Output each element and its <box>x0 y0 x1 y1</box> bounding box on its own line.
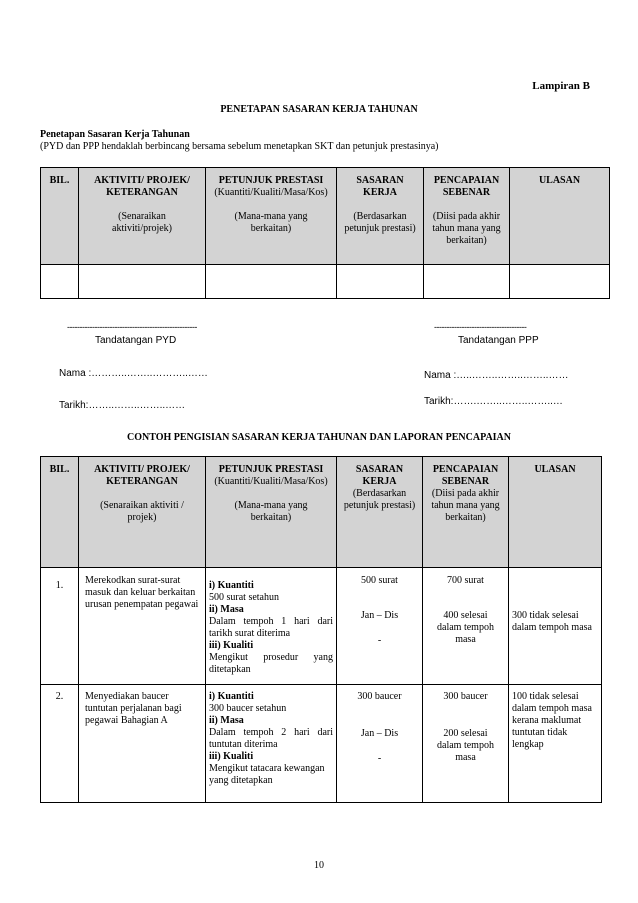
header-petunjuk: PETUNJUK PRESTASI (Kuantiti/Kualiti/Masa/Kos) (Mana-mana yang berkaitan) <box>206 168 337 265</box>
row-aktiviti: Menyediakan baucer tuntutan perjalanan bagi pegawai Bahagian A <box>79 685 206 803</box>
header-ulasan: ULASAN <box>510 168 610 265</box>
pyd-nama-field[interactable]: Nama :………..……..………..…… <box>59 368 208 379</box>
row-petunjuk: i) Kuantiti 300 baucer setahun ii) Masa Dalam tempoh 2 hari dari tuntutan diterima iii) Kualiti Mengikut tatacara kewangan yang ditetapkan <box>206 685 337 803</box>
pyd-signature-label: Tandatangan PYD <box>95 335 177 346</box>
page-number: 10 <box>314 860 324 871</box>
ppp-signature-label: Tandatangan PPP <box>458 335 539 346</box>
table-row <box>41 568 602 685</box>
document-title: PENETAPAN SASARAN KERJA TAHUNAN <box>220 104 418 115</box>
row-pencapaian: 300 baucer 200 selesai dalam tempoh masa <box>423 685 509 803</box>
table-row <box>41 685 602 803</box>
row-bil: 1. <box>41 568 79 685</box>
empty-cell-bil[interactable] <box>41 265 79 299</box>
empty-cell-petunjuk[interactable] <box>206 265 337 299</box>
ppp-nama-field[interactable]: Nama :…..……..……..……..…… <box>424 370 569 381</box>
pyd-signature-line: ---------------------------------------------------- <box>67 322 197 332</box>
section-note: (PYD dan PPP hendaklah berbincang bersama sebelum menetapkan SKT dan petunjuk prestasinya) <box>40 141 439 152</box>
empty-cell-ulasan[interactable] <box>510 265 610 299</box>
header-aktiviti: AKTIVITI/ PROJEK/ KETERANGAN (Senaraikan aktiviti/projek) <box>79 168 206 265</box>
row-sasaran: 300 baucer Jan – Dis - <box>337 685 423 803</box>
lampiran-label: Lampiran B <box>532 80 590 92</box>
example-header-ulasan: ULASAN <box>509 457 602 568</box>
example-section-title: CONTOH PENGISIAN SASARAN KERJA TAHUNAN DAN LAPORAN PENCAPAIAN <box>126 432 511 443</box>
example-header-pencapaian: PENCAPAIAN SEBENAR (Diisi pada akhir tahun mana yang berkaitan) <box>423 457 509 568</box>
example-header-aktiviti: AKTIVITI/ PROJEK/ KETERANGAN (Senaraikan aktiviti / projek) <box>79 457 206 568</box>
section-title: Penetapan Sasaran Kerja Tahunan <box>40 129 190 140</box>
empty-cell-sasaran[interactable] <box>337 265 424 299</box>
skt-form-table <box>40 167 610 299</box>
empty-cell-pencapaian[interactable] <box>424 265 510 299</box>
skt-form-header-row <box>41 168 610 265</box>
example-header-row <box>41 457 602 568</box>
header-bil: BIL. <box>41 168 79 265</box>
skt-form-empty-row <box>41 265 610 299</box>
row-aktiviti: Merekodkan surat-surat masuk dan keluar berkaitan urusan penempatan pegawai <box>79 568 206 685</box>
row-petunjuk: i) Kuantiti 500 surat setahun ii) Masa Dalam tempoh 1 hari dari tarikh surat diterima iii) Kualiti Mengikut prosedur yang ditetapkan <box>206 568 337 685</box>
header-pencapaian: PENCAPAIAN SEBENAR (Diisi pada akhir tahun mana yang berkaitan) <box>424 168 510 265</box>
row-bil: 2. <box>41 685 79 803</box>
empty-cell-aktiviti[interactable] <box>79 265 206 299</box>
row-pencapaian: 700 surat 400 selesai dalam tempoh masa <box>423 568 509 685</box>
ppp-tarikh-field[interactable]: Tarikh:…….……..……..……..… <box>424 396 563 407</box>
row-sasaran: 500 surat Jan – Dis - <box>337 568 423 685</box>
row-ulasan: 100 tidak selesai dalam tempoh masa kerana maklumat tuntutan tidak lengkap <box>509 685 602 803</box>
example-header-petunjuk: PETUNJUK PRESTASI (Kuantiti/Kualiti/Masa/Kos) (Mana-mana yang berkaitan) <box>206 457 337 568</box>
example-table <box>40 456 602 803</box>
header-sasaran: SASARAN KERJA (Berdasarkan petunjuk prestasi) <box>337 168 424 265</box>
row-ulasan: 300 tidak selesai dalam tempoh masa <box>509 568 602 685</box>
example-header-sasaran: SASARAN KERJA (Berdasarkan petunjuk prestasi) <box>337 457 423 568</box>
example-header-bil: BIL. <box>41 457 79 568</box>
ppp-signature-line: ------------------------------------- <box>434 322 527 332</box>
pyd-tarikh-field[interactable]: Tarikh:……..……..……..…… <box>59 400 186 411</box>
